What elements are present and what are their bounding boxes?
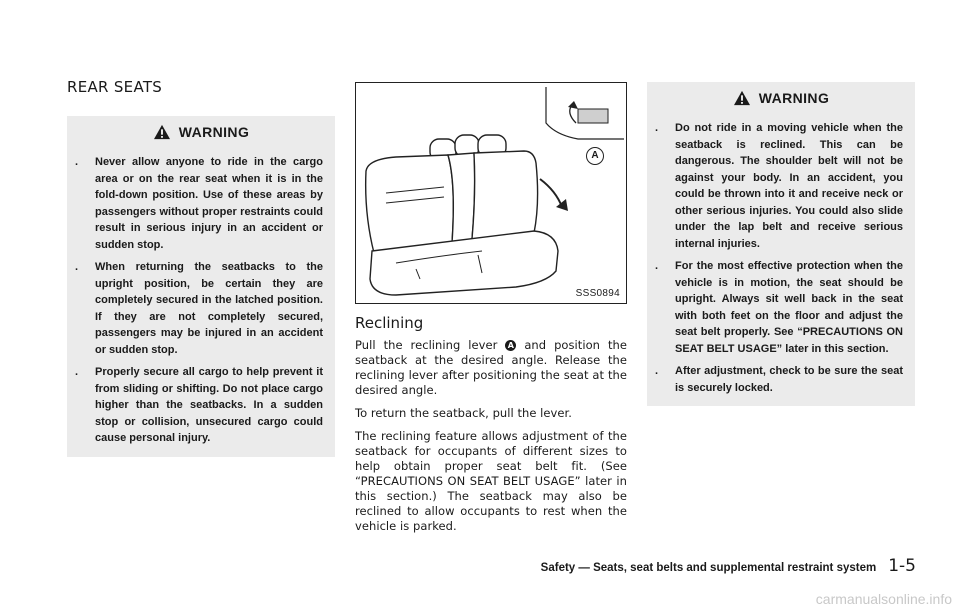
bullet-marker: . [655,260,659,272]
list-item-text: Properly secure all cargo to help prevent it from sliding or shifting. Do not place cargo higher than the seatbacks. In a sudden stop or collision, unsecured cargo could cause personal injury. [95,366,323,444]
figure-code: SSS0894 [575,288,620,299]
warning-list [67,154,335,447]
rear-seat-drawing [356,83,626,303]
list-item-text: For the most effective protection when the vehicle is in motion, the seat should be upright. Always sit well back in the seat with both feet on the floor and adjust the seat belt properly. See “PRECAUTIONS ON SEAT BELT USAGE” later in this section. [675,260,903,355]
warning-icon [733,90,751,106]
list-item-text: Do not ride in a moving vehicle when the seatback is reclined. This can be dangerous. The shoulder belt will not be against your body. In an accident, you could be thrown into it and receive neck or other serious injuries. You could also slide under the lap belt and receive serious internal injuries. [675,122,903,250]
page-number: 1-5 [888,556,916,576]
list-item [655,120,903,252]
warning-header [67,116,335,148]
paragraph-text: and position the seatback at the desired angle. Release the reclining lever after positioning the seat at the desired angle. [355,338,627,397]
warning-icon [153,124,171,140]
warning-box [67,116,335,457]
callout-a-label: A [586,147,604,165]
paragraph: The reclining feature allows adjustment of the seatback for occupants of different sizes to help obtain proper seat belt fit. (See “PRECAUTIONS ON SEAT BELT USAGE” later in this section.) The seatback may also be reclined to allow occupants to rest when the vehicle is parked. [355,429,627,533]
list-item-text: After adjustment, check to be sure the seat is securely locked. [675,365,903,394]
list-item-text: Never allow anyone to ride in the cargo area or on the rear seat when it is in the fold-down position. Use of these areas by passengers without proper restraints could result in serious injury in an accident or sudden stop. [95,156,323,251]
right-column [647,82,915,406]
warning-list [647,120,915,396]
warning-title: WARNING [178,124,250,140]
list-item [75,364,323,447]
middle-column [355,82,627,542]
footer-section-text: Safety — Seats, seat belts and supplemental restraint system [540,562,877,574]
paragraph: To return the seatback, pull the lever. [355,406,572,420]
warning-box [647,82,915,406]
list-item [655,363,903,396]
bullet-marker: . [75,261,79,273]
seat-illustration [355,82,627,304]
warning-title: WARNING [758,90,830,106]
list-item [655,258,903,357]
list-item-text: When returning the seatbacks to the upright position, be certain they are completely secured in the latched position. If they are not completely secured, passengers may be injured in an accident or sudden stop. [95,261,323,356]
paragraph [355,338,627,398]
watermark: carmanualsonline.info [815,591,952,607]
left-column [67,78,335,457]
paragraph-text: Pull the reclining lever [355,338,506,352]
callout-a-marker: A [505,340,516,351]
section-title: REAR SEATS [67,78,163,96]
list-item [75,259,323,358]
bullet-marker: . [655,122,659,134]
page-footer [541,556,916,576]
warning-header [647,82,915,114]
bullet-marker: . [75,156,79,168]
bullet-marker: . [655,365,659,377]
bullet-marker: . [75,366,79,378]
subsection-title: Reclining [355,314,424,332]
list-item [75,154,323,253]
